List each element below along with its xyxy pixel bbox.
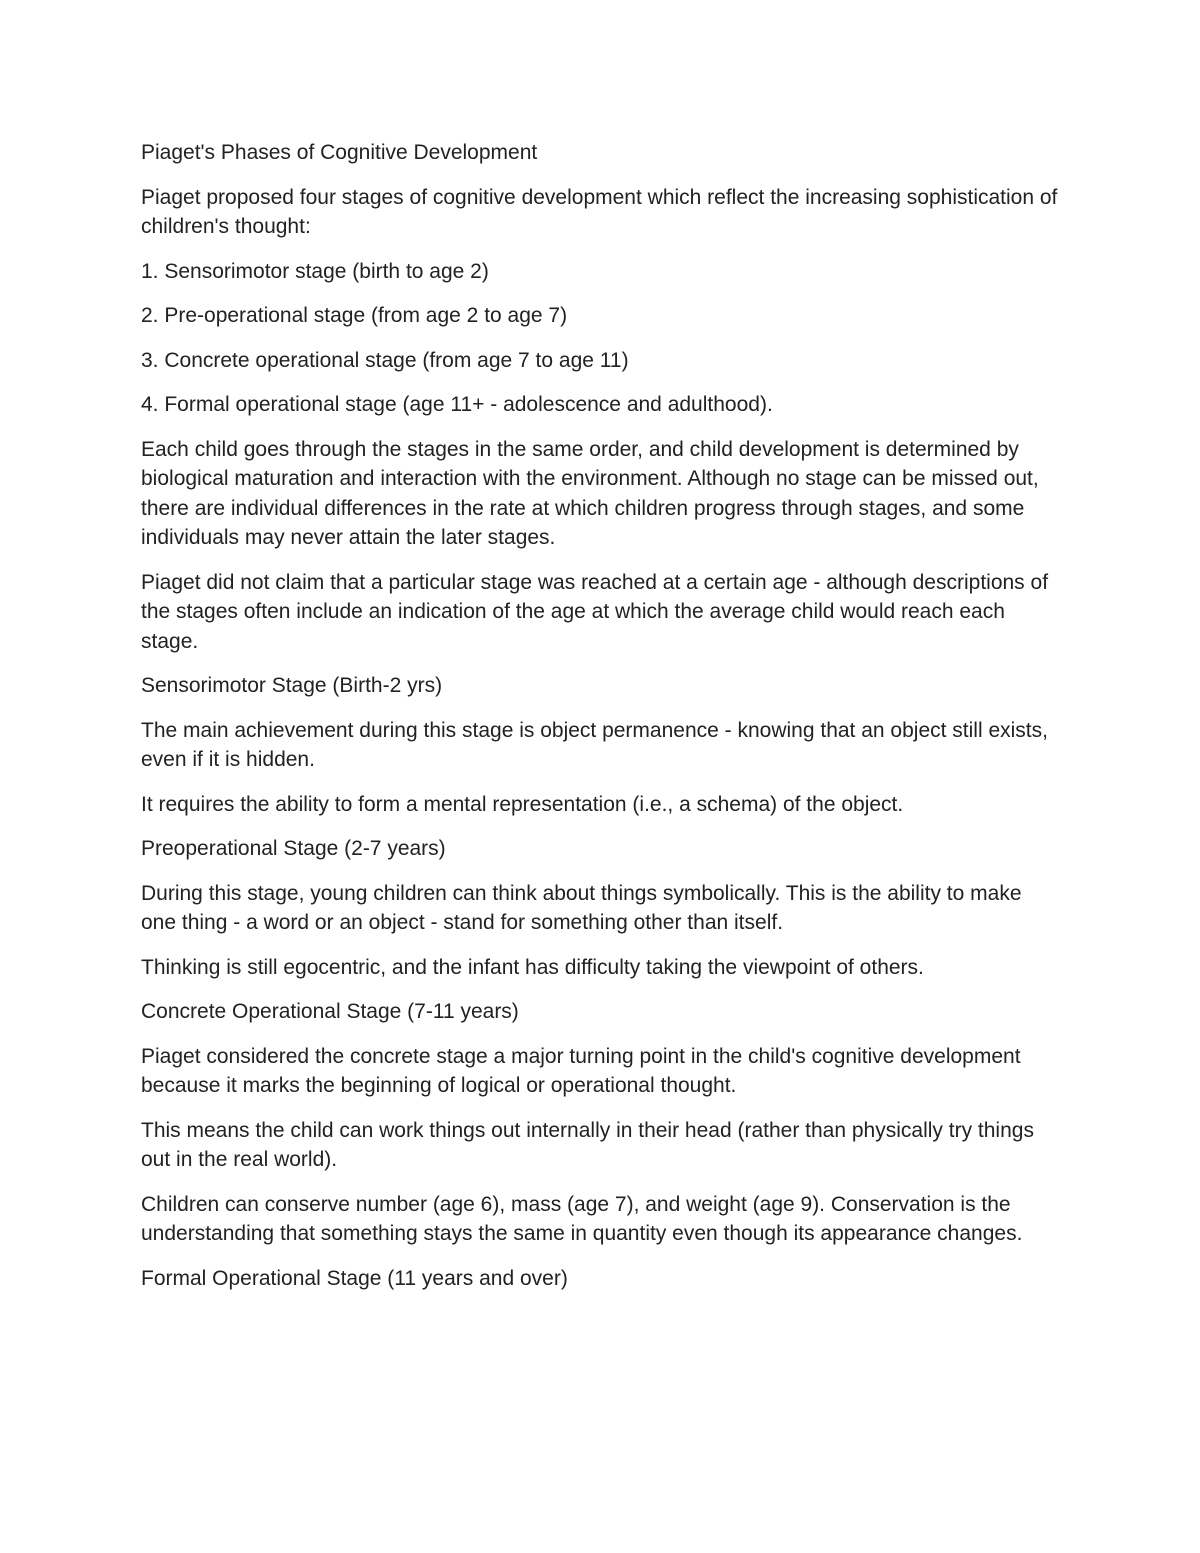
document-body <box>141 138 1061 1308</box>
stage-list-item: 4. Formal operational stage (age 11+ - adolescence and adulthood). <box>141 393 773 416</box>
order-paragraph: Each child goes through the stages in the same order, and child development is determined by biological maturation and interaction with the environment. Although no stage can be missed out, there are individual differences in the rate at which children progress through stages, and some individuals may never attain the later stages. <box>141 437 1039 549</box>
stage-list-item: 2. Pre-operational stage (from age 2 to age 7) <box>141 304 568 327</box>
preoperational-heading: Preoperational Stage (2-7 years) <box>141 837 446 860</box>
body-paragraph: Thinking is still egocentric, and the infant has difficulty taking the viewpoint of others. <box>141 955 924 979</box>
intro-paragraph: Piaget proposed four stages of cognitive development which reflect the increasing sophistication of children's thought: <box>141 185 1058 238</box>
body-paragraph: During this stage, young children can think about things symbolically. This is the ability to make one thing - a word or an object - stand for something other than itself. <box>141 881 1022 934</box>
sensorimotor-heading: Sensorimotor Stage (Birth-2 yrs) <box>141 674 443 697</box>
document-title: Piaget's Phases of Cognitive Development <box>141 141 538 164</box>
formal-heading: Formal Operational Stage (11 years and over) <box>141 1266 568 1290</box>
body-paragraph: It requires the ability to form a mental representation (i.e., a schema) of the object. <box>141 792 904 816</box>
stage-list-item: 1. Sensorimotor stage (birth to age 2) <box>141 259 489 283</box>
stage-list-item: 3. Concrete operational stage (from age 7 to age 11) <box>141 348 629 372</box>
body-paragraph: The main achievement during this stage is object permanence - knowing that an object still exists, even if it is hidden. <box>141 718 1048 771</box>
age-paragraph: Piaget did not claim that a particular stage was reached at a certain age - although descriptions of the stages often include an indication of the age at which the average child would reach each stage. <box>141 570 1049 653</box>
concrete-heading: Concrete Operational Stage (7-11 years) <box>141 1000 519 1023</box>
body-paragraph: Children can conserve number (age 6), mass (age 7), and weight (age 9). Conservation is the understanding that something stays the same in quantity even though its appearance changes. <box>141 1192 1023 1245</box>
body-paragraph: Piaget considered the concrete stage a major turning point in the child's cognitive development because it marks the beginning of logical or operational thought. <box>141 1044 1021 1097</box>
body-paragraph: This means the child can work things out internally in their head (rather than physically try things out in the real world). <box>141 1118 1034 1171</box>
